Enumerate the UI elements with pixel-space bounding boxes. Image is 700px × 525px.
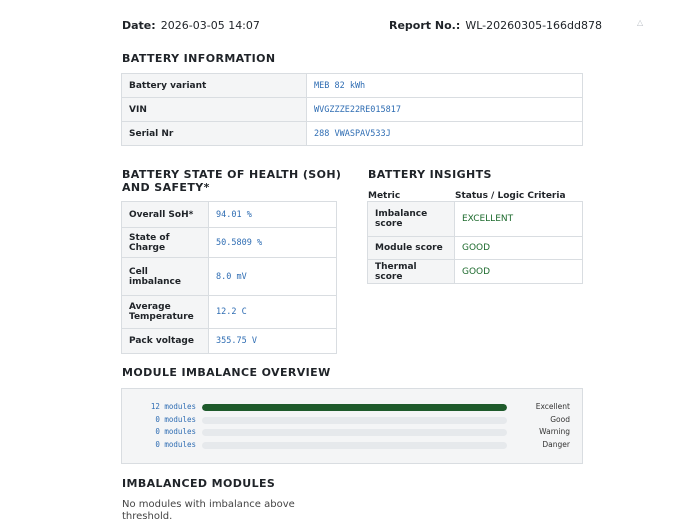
soc-value: 50.5809 % [209, 228, 337, 258]
imbalance-score-value: EXCELLENT [455, 202, 583, 237]
pack-voltage-value: 355.75 V [209, 329, 337, 354]
module-level-label: Good [550, 414, 570, 424]
module-bar-track [202, 404, 507, 411]
soh-title [122, 168, 341, 194]
vin-key: VIN [122, 98, 307, 122]
cell-imbalance-key: Cell imbalance [122, 258, 209, 296]
serial-value: 288 VWASPAV533J [307, 122, 583, 146]
table-row [368, 260, 583, 284]
date-label: Date: [122, 19, 156, 32]
module-score-value: GOOD [455, 237, 583, 260]
imbalance-score-key: Imbalance score [368, 202, 455, 237]
report-number-value: WL-20260305-166dd878 [465, 19, 603, 32]
battery-information-title: BATTERY INFORMATION [122, 52, 276, 65]
insights-col-metric: Metric [368, 191, 401, 201]
avg-temp-value: 12.2 C [209, 296, 337, 329]
table-row [122, 122, 583, 146]
module-bar-track [202, 442, 507, 449]
module-count: 0 modules [155, 427, 196, 436]
table-row [122, 258, 337, 296]
imbalanced-modules-note [122, 499, 295, 523]
soh-table [121, 201, 337, 354]
module-row-good [122, 414, 582, 426]
module-row-warning [122, 426, 582, 438]
avg-temp-key: Average Temperature [122, 296, 209, 329]
insights-table [367, 201, 583, 284]
soh-key: Overall SoH* [122, 202, 209, 228]
table-row [122, 202, 337, 228]
cell-imbalance-value: 8.0 mV [209, 258, 337, 296]
table-row [122, 74, 583, 98]
note-line-1: No modules with imbalance above [122, 499, 295, 510]
imbalanced-modules-title: IMBALANCED MODULES [122, 477, 276, 490]
battery-variant-value: MEB 82 kWh [307, 74, 583, 98]
report-date [122, 14, 260, 33]
serial-key: Serial Nr [122, 122, 307, 146]
table-row [122, 98, 583, 122]
module-level-label: Danger [542, 439, 570, 449]
table-row [122, 228, 337, 258]
thermal-score-key: Thermal score [368, 260, 455, 284]
module-bar-fill [202, 404, 507, 411]
module-level-label: Warning [539, 427, 570, 436]
report-number [389, 14, 602, 33]
table-row [122, 329, 337, 354]
module-count: 0 modules [155, 414, 196, 424]
battery-information-table [121, 73, 583, 146]
module-row-excellent [122, 401, 582, 413]
table-row [122, 296, 337, 329]
table-row [368, 202, 583, 237]
thermal-score-value: GOOD [455, 260, 583, 284]
module-count: 0 modules [155, 439, 196, 449]
report-number-label: Report No.: [389, 19, 461, 32]
insights-title: BATTERY INSIGHTS [368, 168, 492, 181]
table-row [368, 237, 583, 260]
vin-value: WVGZZZE22RE015817 [307, 98, 583, 122]
soh-title-line1: BATTERY STATE OF HEALTH (SOH) [122, 168, 342, 181]
module-row-danger [122, 439, 582, 451]
date-value: 2026-03-05 14:07 [160, 19, 260, 32]
module-level-label: Excellent [535, 402, 570, 411]
module-count: 12 modules [150, 402, 196, 411]
module-bar-track [202, 429, 507, 436]
module-rows [122, 389, 582, 463]
corner-triangle-icon: △ [637, 18, 644, 27]
battery-variant-key: Battery variant [122, 74, 307, 98]
module-overview-title: MODULE IMBALANCE OVERVIEW [122, 366, 331, 379]
soh-title-line2: AND SAFETY* [122, 181, 210, 194]
soc-key: State of Charge [122, 228, 209, 258]
module-bar-track [202, 417, 507, 424]
insights-col-status: Status / Logic Criteria [455, 191, 566, 201]
note-line-2: threshold. [122, 511, 173, 522]
pack-voltage-key: Pack voltage [122, 329, 209, 354]
module-score-key: Module score [368, 237, 455, 260]
module-overview-panel [121, 388, 583, 464]
soh-value: 94.01 % [209, 202, 337, 228]
